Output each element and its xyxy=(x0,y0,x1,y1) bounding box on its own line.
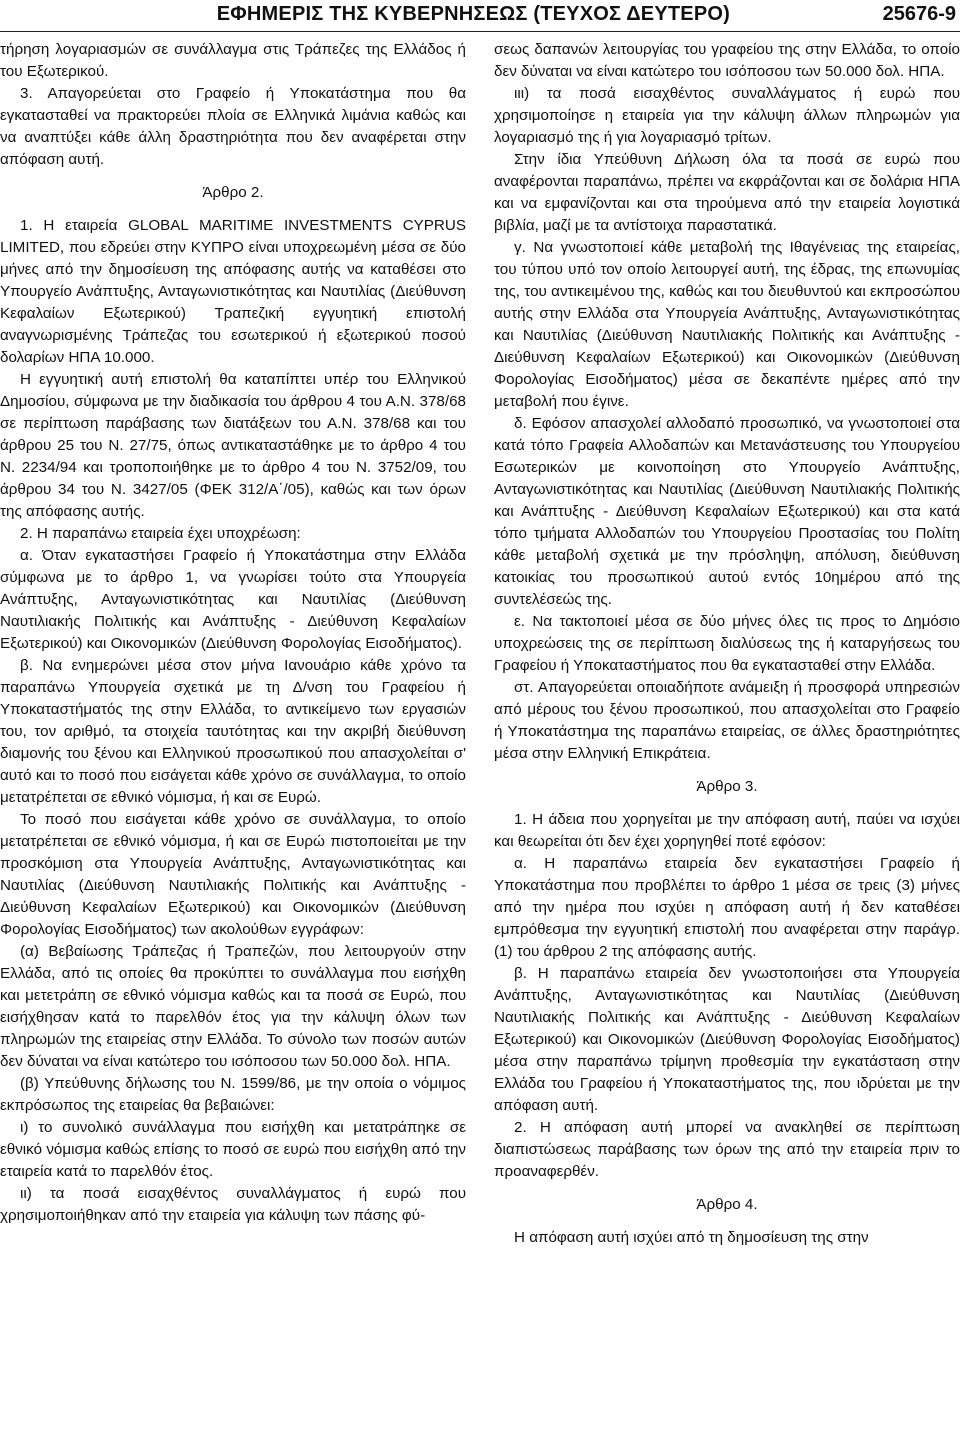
page-number: 25676-9 xyxy=(882,3,956,25)
right-column xyxy=(494,39,960,1430)
right-paragraph: γ. Να γνωστοποιεί κάθε μεταβολή της Ιθαγένειας της εταιρείας, του τύπου υπό τον οποίο λειτουργεί αυτή, της έδρας, της επωνυμίας της, του αντικειμένου της, καθώς και του διευθυντού και εκπροσώπου αυτής στην Ελλάδα στα Υπουργεία Ανάπτυξης, Ανταγωνιστικότητας και Ναυτιλίας (Διεύθυνση Ναυτιλιακής Πολιτικής και Ανάπτυξης - Διεύθυνση Κεφαλαίων Εξωτερικού) και Οικονομικών (Διεύθυνση Φορολογίας Εισοδήματος) μέσα σε δεκαπέντε ημέρες από την μεταβολή που έγινε. xyxy=(494,239,960,410)
right-paragraph: Η απόφαση αυτή ισχύει από τη δημοσίευση της στην xyxy=(514,1229,869,1246)
left-paragraph: α. Όταν εγκαταστήσει Γραφείο ή Υποκατάστημα στην Ελλάδα σύμφωνα με το άρθρο 1, να γνωρίσει τούτο στα Υπουργεία Ανάπτυξης, Ανταγωνιστικότητας και Ναυτιλίας (Διεύθυνση Ναυτιλιακής Πολιτικής και Ανάπτυξης - Διεύθυνση Κεφαλαίων Εξωτερικού) και Οικονομικών (Διεύθυνση Φορολογίας Εισοδήματος). xyxy=(0,547,466,652)
left-paragraph: 1. Η εταιρεία GLOBAL MARITIME INVESTMENTS CYPRUS LIMITED, που εδρεύει στην ΚΥΠΡΟ είναι υποχρεωμένη μέσα σε δύο μήνες από την δημοσίευση της απόφασης αυτής να καταθέσει στο Υπουργείο Ανάπτυξης, Ανταγωνιστικότητας και Ναυτιλίας (Διεύθυνση Κεφαλαίων Εξωτερικού) Τραπεζική εγγυητική επιστολή αναγνωρισμένης Τράπεζας του εσωτερικού ή εξωτερικού ποσού δολαρίων ΗΠΑ 10.000. xyxy=(0,217,466,366)
right-paragraph: Στην ίδια Υπεύθυνη Δήλωση όλα τα ποσά σε ευρώ που αναφέρονται παραπάνω, πρέπει να εκφράζονται και σε δολάρια ΗΠΑ και να εμφανίζονται και στα τηρούμενα από την εταιρεία λογιστικά βιβλία, μαζί με τα αντίστοιχα παραστατικά. xyxy=(494,151,960,234)
left-paragraph: 2. Η παραπάνω εταιρεία έχει υποχρέωση: xyxy=(20,525,301,542)
right-paragraph: ιιι) τα ποσά εισαχθέντος συναλλάγματος ή ευρώ που χρησιμοποίησε η εταιρεία για την κάλυψη άλλων πληρωμών για λογαριασμό της ή για λογαριασμό τρίτων. xyxy=(494,85,960,146)
left-paragraph: ιι) τα ποσά εισαχθέντος συναλλάγματος ή ευρώ που χρησιμοποιήθηκαν από την εταιρεία για κάλυψη των πάσης φύ- xyxy=(0,1185,466,1224)
page-header xyxy=(0,0,960,34)
right-paragraph: 1. Η άδεια που χορηγείται με την απόφαση αυτή, παύει να ισχύει και θεωρείται ότι δεν έχει χορηγηθεί ποτέ εφόσον: xyxy=(494,811,960,850)
left-paragraph: τήρηση λογαριασμών σε συνάλλαγμα στις Τράπεζες της Ελλάδος ή του Εξωτερικού. xyxy=(0,41,466,80)
right-paragraph: στ. Απαγορεύεται οποιαδήποτε ανάμειξη ή προσφορά υπηρεσιών από μέρους του ξένου προσωπικού, που απασχολείται στο Γραφείο ή Υποκατάστημα της παραπάνω εταιρείας, σε άλλες δραστηριότητες μέσα στην Ελληνική Επικράτεια. xyxy=(494,679,960,762)
right-paragraph: δ. Εφόσον απασχολεί αλλοδαπό προσωπικό, να γνωστοποιεί στα κατά τόπο Γραφεία Αλλοδαπών και Μετανάστευσης του Υπουργείου Εσωτερικών με κοινοποίηση στο Υπουργείο Ανάπτυξης, Ανταγωνιστικότητας και Ναυτιλίας (Διεύθυνση Ναυτιλιακής Πολιτικής και Ανάπτυξης - Διεύθυνση Κεφαλαίων Εξωτερικού) και στα κατά τόπο τμήματα Αλλοδαπών του Υπουργείου Προστασίας του Πολίτη κάθε μεταβολή σχετικά με την πρόσληψη, απόλυση, διεύθυνση κατοικίας του προσωπικού αυτού εντός 10ημέρου από της συντελέσεώς της. xyxy=(494,415,960,608)
gazette-title: ΕΦΗΜΕΡΙΣ ΤΗΣ ΚΥΒΕΡΝΗΣΕΩΣ (ΤΕΥΧΟΣ ΔΕΥΤΕΡΟ) xyxy=(216,3,730,25)
left-paragraph: 3. Απαγορεύεται στο Γραφείο ή Υποκατάστημα που θα εγκατασταθεί να πρακτορεύει πλοία σε Ελληνικά λιμάνια καθώς και να αναπτύξει κάθε άλλη δραστηριότητα που δεν αναφέρεται στην απόφαση αυτή. xyxy=(0,85,466,168)
right-paragraph: σεως δαπανών λειτουργίας του γραφείου της στην Ελλάδα, το οποίο δεν δύναται να είναι κατώτερο του ισόποσου των 50.000 δολ. ΗΠΑ. xyxy=(494,41,960,80)
left-paragraph: Η εγγυητική αυτή επιστολή θα καταπίπτει υπέρ του Ελληνικού Δημοσίου, σύμφωνα με την διαδικασία του άρθρου 4 του Α.Ν. 378/68 σε περίπτωση παράβασης των διατάξεων του Α.Ν. 378/68 και του άρθρου 25 του Ν. 27/75, όπως αντικαταστάθηκε με το άρθρο 4 του Ν. 2234/94 και τροποποιήθηκε με το άρθρο 4 του Ν. 3752/09, του άρθρου 34 του Ν. 3427/05 (ΦΕΚ 312/Α΄/05), καθώς και των όρων της απόφασης αυτής. xyxy=(0,371,466,520)
right-paragraph: ε. Να τακτοποιεί μέσα σε δύο μήνες όλες τις προς το Δημόσιο υποχρεώσεις της σε περίπτωση διαλύσεως της ή καταργήσεως του Γραφείου ή Υποκαταστήματος που θα εγκατασταθεί στην Ελλάδα. xyxy=(494,613,960,674)
right-paragraph: 2. Η απόφαση αυτή μπορεί να ανακληθεί σε περίπτωση διαπιστώσεως παράβασης των όρων της από την εταιρεία πριν το προαναφερθέν. xyxy=(494,1119,960,1180)
right-paragraph: α. Η παραπάνω εταιρεία δεν εγκαταστήσει Γραφείο ή Υποκατάστημα που προβλέπει το άρθρο 1 μέσα σε τρεις (3) μήνες από την ημέρα που ισχύει η απόφαση αυτή ή δεν καταθέσει εμπρόθεσμα την εγγυητική επιστολή που αναφέρεται στην παράγρ. (1) του άρθρου 2 της απόφασης αυτής. xyxy=(494,855,960,960)
left-paragraph: (β) Υπεύθυνης δήλωσης του Ν. 1599/86, με την οποία ο νόμιμος εκπρόσωπος της εταιρείας θα βεβαιώνει: xyxy=(0,1075,466,1114)
right-paragraph: β. Η παραπάνω εταιρεία δεν γνωστοποιήσει στα Υπουργεία Ανάπτυξης, Ανταγωνιστικότητας και Ναυτιλίας (Διεύθυνση Ναυτιλιακής Πολιτικής και Ανάπτυξης - Διεύθυνση Κεφαλαίων Εξωτερικού) και Οικονομικών (Διεύθυνση Φορολογίας Εισοδήματος) μέσα στην παραπάνω τρίμηνη προθεσμία την εγκατάσταση στην Ελλάδα του Γραφείου ή Υποκαταστήματος της, που ιδρύεται με την απόφαση αυτή. xyxy=(494,965,960,1114)
right-article-heading: Άρθρο 3. xyxy=(696,778,758,795)
left-column xyxy=(0,39,466,1430)
right-article-heading: Άρθρο 4. xyxy=(696,1196,758,1213)
left-article-heading: Άρθρο 2. xyxy=(202,184,264,201)
left-paragraph: Το ποσό που εισάγεται κάθε χρόνο σε συνάλλαγμα, το οποίο μετατρέπεται σε εθνικό νόμισμα, ή και σε Ευρώ πιστοποιείται με την προσκόμιση στα Υπουργεία Ανάπτυξης, Ανταγωνιστικότητας και Ναυτιλίας (Διεύθυνση Ναυτιλιακής Πολιτικής και Ανάπτυξης - Διεύθυνση Κεφαλαίων Εξωτερικού) και Οικονομικών (Διεύθυνση Φορολογίας Εισοδήματος) των ακολούθων εγγράφων: xyxy=(0,811,466,938)
left-paragraph: β. Να ενημερώνει μέσα στον μήνα Ιανουάριο κάθε χρόνο τα παραπάνω Υπουργεία σχετικά με τη Δ/νση του Γραφείου ή Υποκαταστήματός της στην Ελλάδα, το αντικείμενο των εργασιών του, τον αριθμό, τα στοιχεία ταυτότητας και την ακριβή διεύθυνση διαμονής του ξένου και Ελληνικού προσωπικού που απασχολείται σ' αυτό και το ποσό που εισάγεται κάθε χρόνο σε συνάλλαγμα, το οποίο μετατρέπεται σε εθνικό νόμισμα, ή και σε Ευρώ. xyxy=(0,657,466,806)
left-paragraph: ι) το συνολικό συνάλλαγμα που εισήχθη και μετατράπηκε σε εθνικό νόμισμα καθώς επίσης το ποσό σε ευρώ που εισήχθη από την εταιρεία κατά το παρελθόν έτος. xyxy=(0,1119,466,1180)
header-rule xyxy=(0,31,960,32)
left-paragraph: (α) Βεβαίωσης Τράπεζας ή Τραπεζών, που λειτουργούν στην Ελλάδα, από τις οποίες θα προκύπτει το συνάλλαγμα που εισήχθη και μετετράπη σε εθνικό νόμισμα καθώς και τα ποσά σε Ευρώ, που εισήχθησαν κατά το παρελθόν έτος για την κάλυψη όλων των πληρωμών της εταιρείας στην Ελλάδα. Το σύνολο των ποσών αυτών δεν δύναται να είναι κατώτερο του ισόποσου των 50.000 δολ. ΗΠΑ. xyxy=(0,943,466,1070)
